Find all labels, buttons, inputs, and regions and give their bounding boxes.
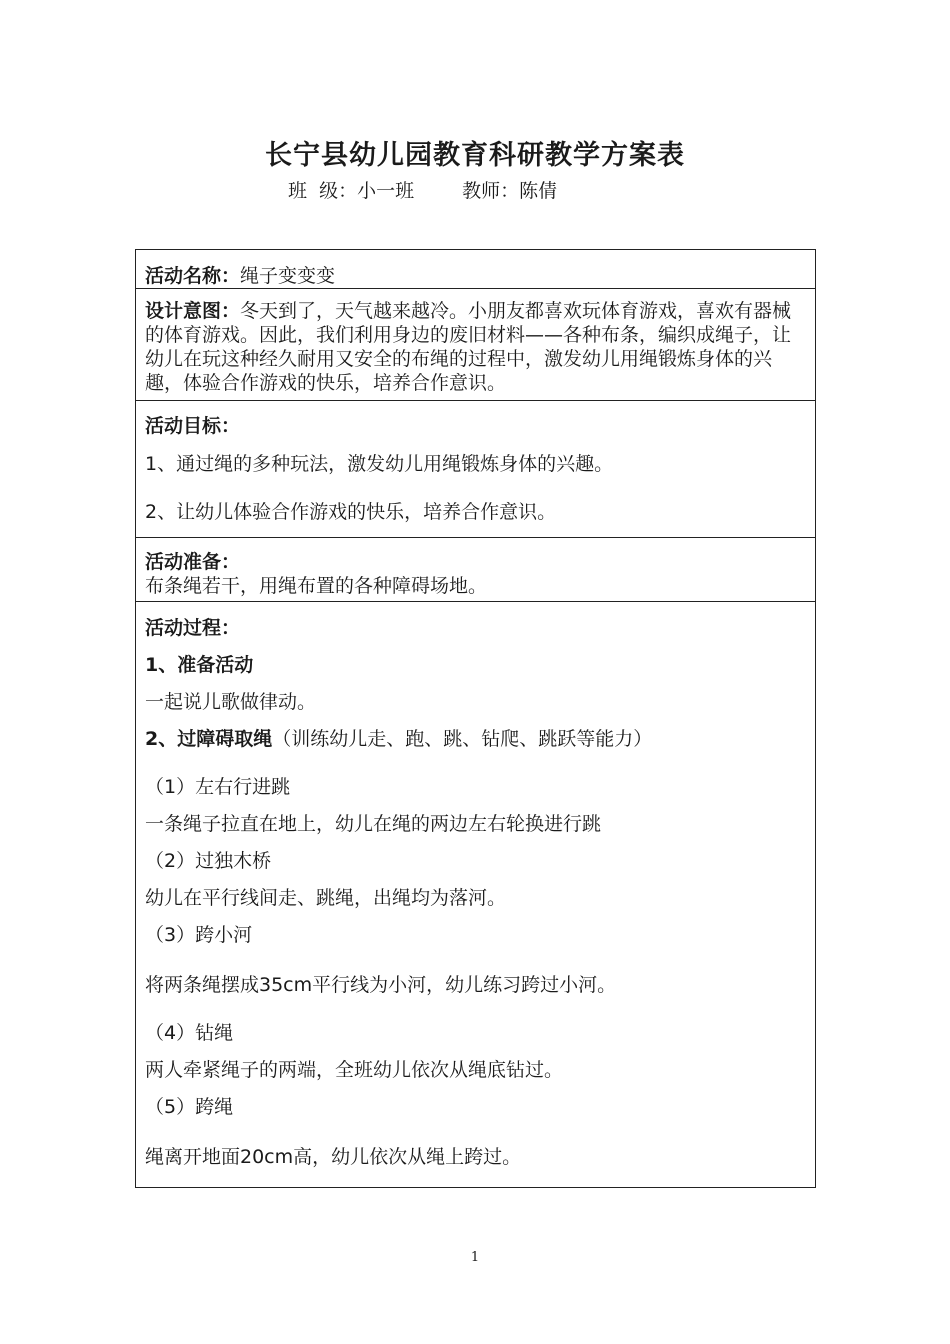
sub4-title: （4）钻绳 (145, 1022, 234, 1044)
preparation-text: 布条绳若干，用绳布置的各种障碍场地。 (145, 575, 488, 597)
goals-row (136, 401, 816, 538)
preparation-row (136, 538, 816, 602)
sub2-text: 幼儿在平行线间走、跳绳，出绳均为落河。 (145, 887, 507, 909)
preparation-label: 活动准备： (145, 551, 241, 573)
step2-title: 2、过障碍取绳 (145, 728, 273, 750)
teacher-value: 陈倩 (519, 180, 558, 202)
activity-name-label: 活动名称： (145, 265, 241, 287)
sub5-title: （5）跨绳 (145, 1096, 234, 1118)
sub2-title: （2）过独木桥 (145, 850, 272, 872)
design-intent-text: 冬天到了，天气越来越冷。小朋友都喜欢玩体育游戏，喜欢有器械的体育游戏。因此，我们利用身边的废旧材料——各种布条，编织成绳子，让幼儿在玩这种经久耐用又安全的布绳的过程中，激发幼儿用绳锻炼身体的兴趣，体验合作游戏的快乐，培养合作意识。 (145, 300, 792, 394)
design-intent-row (136, 289, 816, 401)
page-number: 1 (470, 1250, 480, 1265)
activity-name-value: 绳子变变变 (240, 265, 336, 287)
sub1-title: （1）左右行进跳 (145, 776, 291, 798)
sub3-title: （3）跨小河 (145, 924, 253, 946)
class-teacher-line (288, 176, 557, 203)
sub4-text: 两人牵紧绳子的两端，全班幼儿依次从绳底钻过。 (145, 1059, 564, 1081)
class-value: 小一班 (357, 180, 415, 202)
design-intent-block (145, 299, 806, 395)
lesson-plan-table (135, 249, 816, 1188)
step1-text: 一起说儿歌做律动。 (145, 691, 317, 713)
goals-label: 活动目标： (145, 415, 241, 437)
step1-title: 1、准备活动 (145, 654, 254, 676)
class-label: 班 级： (288, 180, 358, 202)
step2-line (145, 726, 806, 752)
goal-item-1: 1、通过绳的多种玩法，激发幼儿用绳锻炼身体的兴趣。 (145, 453, 614, 475)
goal-item-2: 2、让幼儿体验合作游戏的快乐，培养合作意识。 (145, 501, 557, 523)
activity-name-row (136, 250, 816, 289)
step2-note: （训练幼儿走、跑、跳、钻爬、跳跃等能力） (272, 728, 653, 750)
process-row (136, 602, 816, 1188)
design-intent-label: 设计意图： (145, 300, 241, 322)
sub3-text: 将两条绳摆成35cm平行线为小河，幼儿练习跨过小河。 (145, 974, 617, 996)
sub5-text: 绳离开地面20cm高，幼儿依次从绳上跨过。 (145, 1146, 522, 1168)
teacher-label: 教师： (462, 180, 520, 202)
document-title: 长宁县幼儿园教育科研教学方案表 (265, 140, 685, 171)
sub1-text: 一条绳子拉直在地上，幼儿在绳的两边左右轮换进行跳 (145, 813, 602, 835)
process-label: 活动过程： (145, 617, 241, 639)
